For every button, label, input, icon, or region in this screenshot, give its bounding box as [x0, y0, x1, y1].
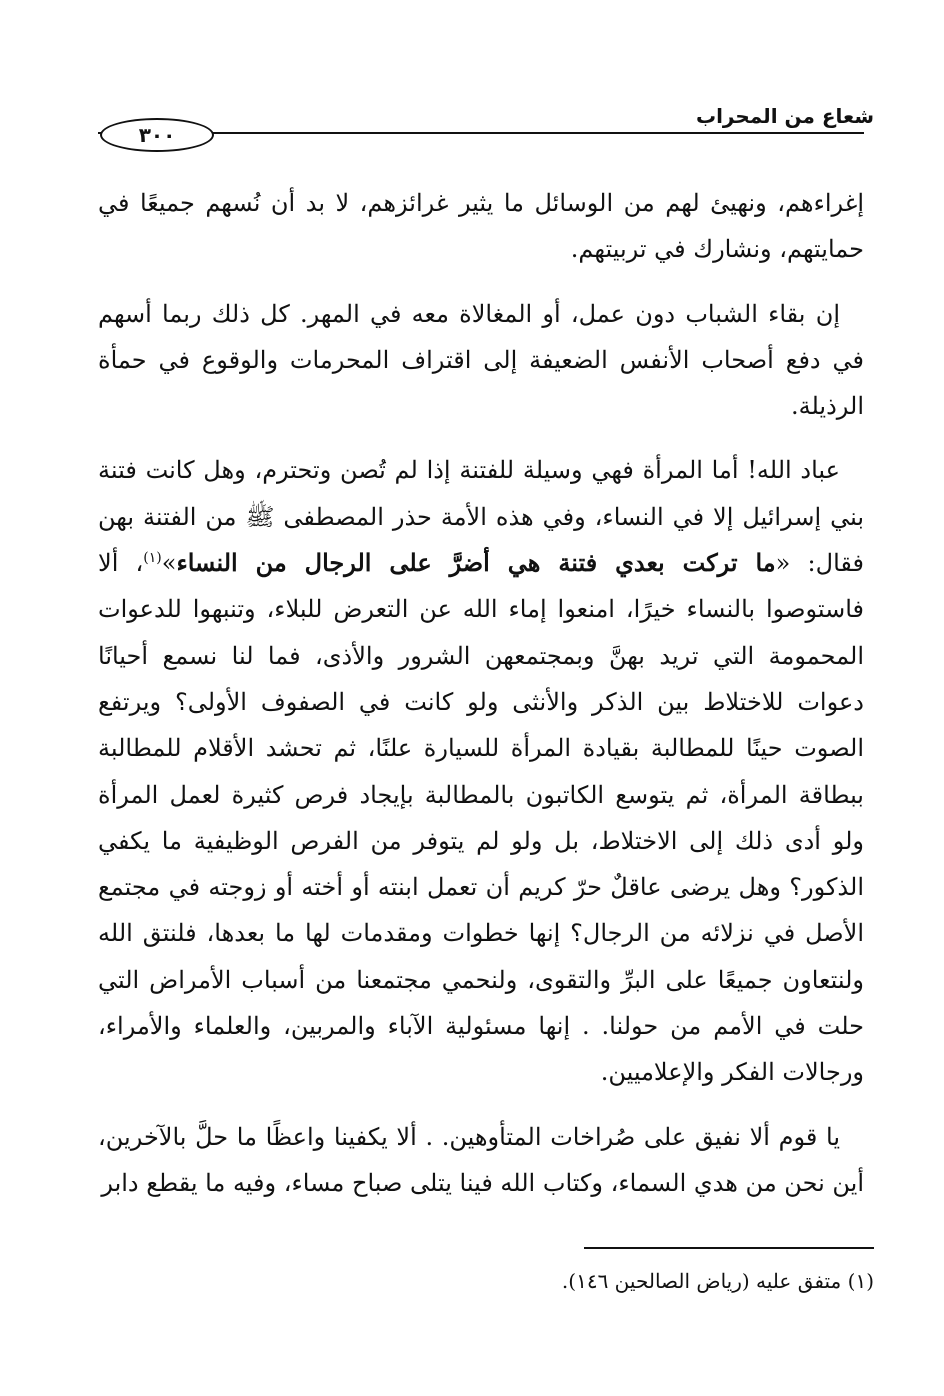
body-text — [98, 180, 864, 1224]
paragraph-3-rest: ، ألا فاستوصوا بالنساء خيرًا، امنعوا إماء الله عن التعرض للبلاء، وتنبهوا للدعوات المحمومة التي تريد بهنَّ وبمجتمعهن الشرور والأذى، فما لنا نسمع أحيانًا دعوات للاختلاط بين الذكر والأنثى ولو كانت في الصفوف الأولى؟ ويرتفع الصوت حينًا للمطالبة بقيادة المرأة للسيارة علنًا، ثم تحشد الأقلام للمطالبة ببطاقة المرأة، ثم يتوسع الكاتبون بالمطالبة بإيجاد فرص كثيرة لعمل المرأة ولو أدى ذلك إلى الاختلاط، بل ولو لم يتوفر من الفرص الوظيفية ما يكفي الذكور؟ وهل يرضى عاقلٌ حرّ كريم أن تعمل ابنته أو أخته أو زوجته في مجتمع الأصل في نزلائه من الرجال؟ إنها خطوات ومقدمات لها ما بعدها، فلنتق الله ولنتعاون جميعًا على البرِّ والتقوى، ولنحمي مجتمعنا من أسباب الأمراض التي حلت في الأمم من حولنا. . إنها مسئولية الآباء والمربين، والعلماء والأمراء، ورجالات الفكر والإعلاميين. — [98, 549, 864, 1087]
paragraph-1: إغراءهم، ونهيئ لهم من الوسائل ما يثير غرائزهم، لا بد أن نُسهم جميعًا في حمايتهم، ونشارك في تربيتهم. — [98, 189, 864, 264]
paragraph-4: يا قوم ألا نفيق على صُراخات المتأوهين. . ألا يكفينا واعظًا ما حلَّ بالآخرين، أين نحن من هدي السماء، وكتاب الله فينا يتلى صباح مساء، وفيه ما يقطع دابر — [98, 1122, 864, 1197]
footnote-1: (١) متفق عليه (رياض الصالحين ١٤٦). — [561, 1269, 874, 1293]
paragraph-2: إن بقاء الشباب دون عمل، أو المغالاة معه في المهر. كل ذلك ربما أسهم في دفع أصحاب الأنفس الضعيفة إلى اقتراف المحرمات والوقوع في حمأة الرذيلة. — [98, 299, 864, 421]
paragraph-3-intro: عباد الله! أما المرأة فهي وسيلة للفتنة إذا لم تُصن وتحترم، وهل كانت فتنة بني إسرائيل إلا في النساء، وفي هذه الأمة حذر المصطفى ﷺ من الفتنة بهن فقال: « — [98, 456, 864, 578]
footnote-rule — [584, 1247, 874, 1249]
paragraph-3 — [98, 447, 864, 1095]
hadith-quote: ما تركت بعدي فتنة هي أضرَّ على الرجال من النساء — [176, 548, 776, 578]
running-header-title: شعاع من المحراب — [695, 104, 874, 128]
footnote-reference: (١) — [143, 550, 162, 567]
hadith-quote-close: » — [161, 549, 177, 578]
page-number: ٣٠٠ — [100, 118, 214, 152]
